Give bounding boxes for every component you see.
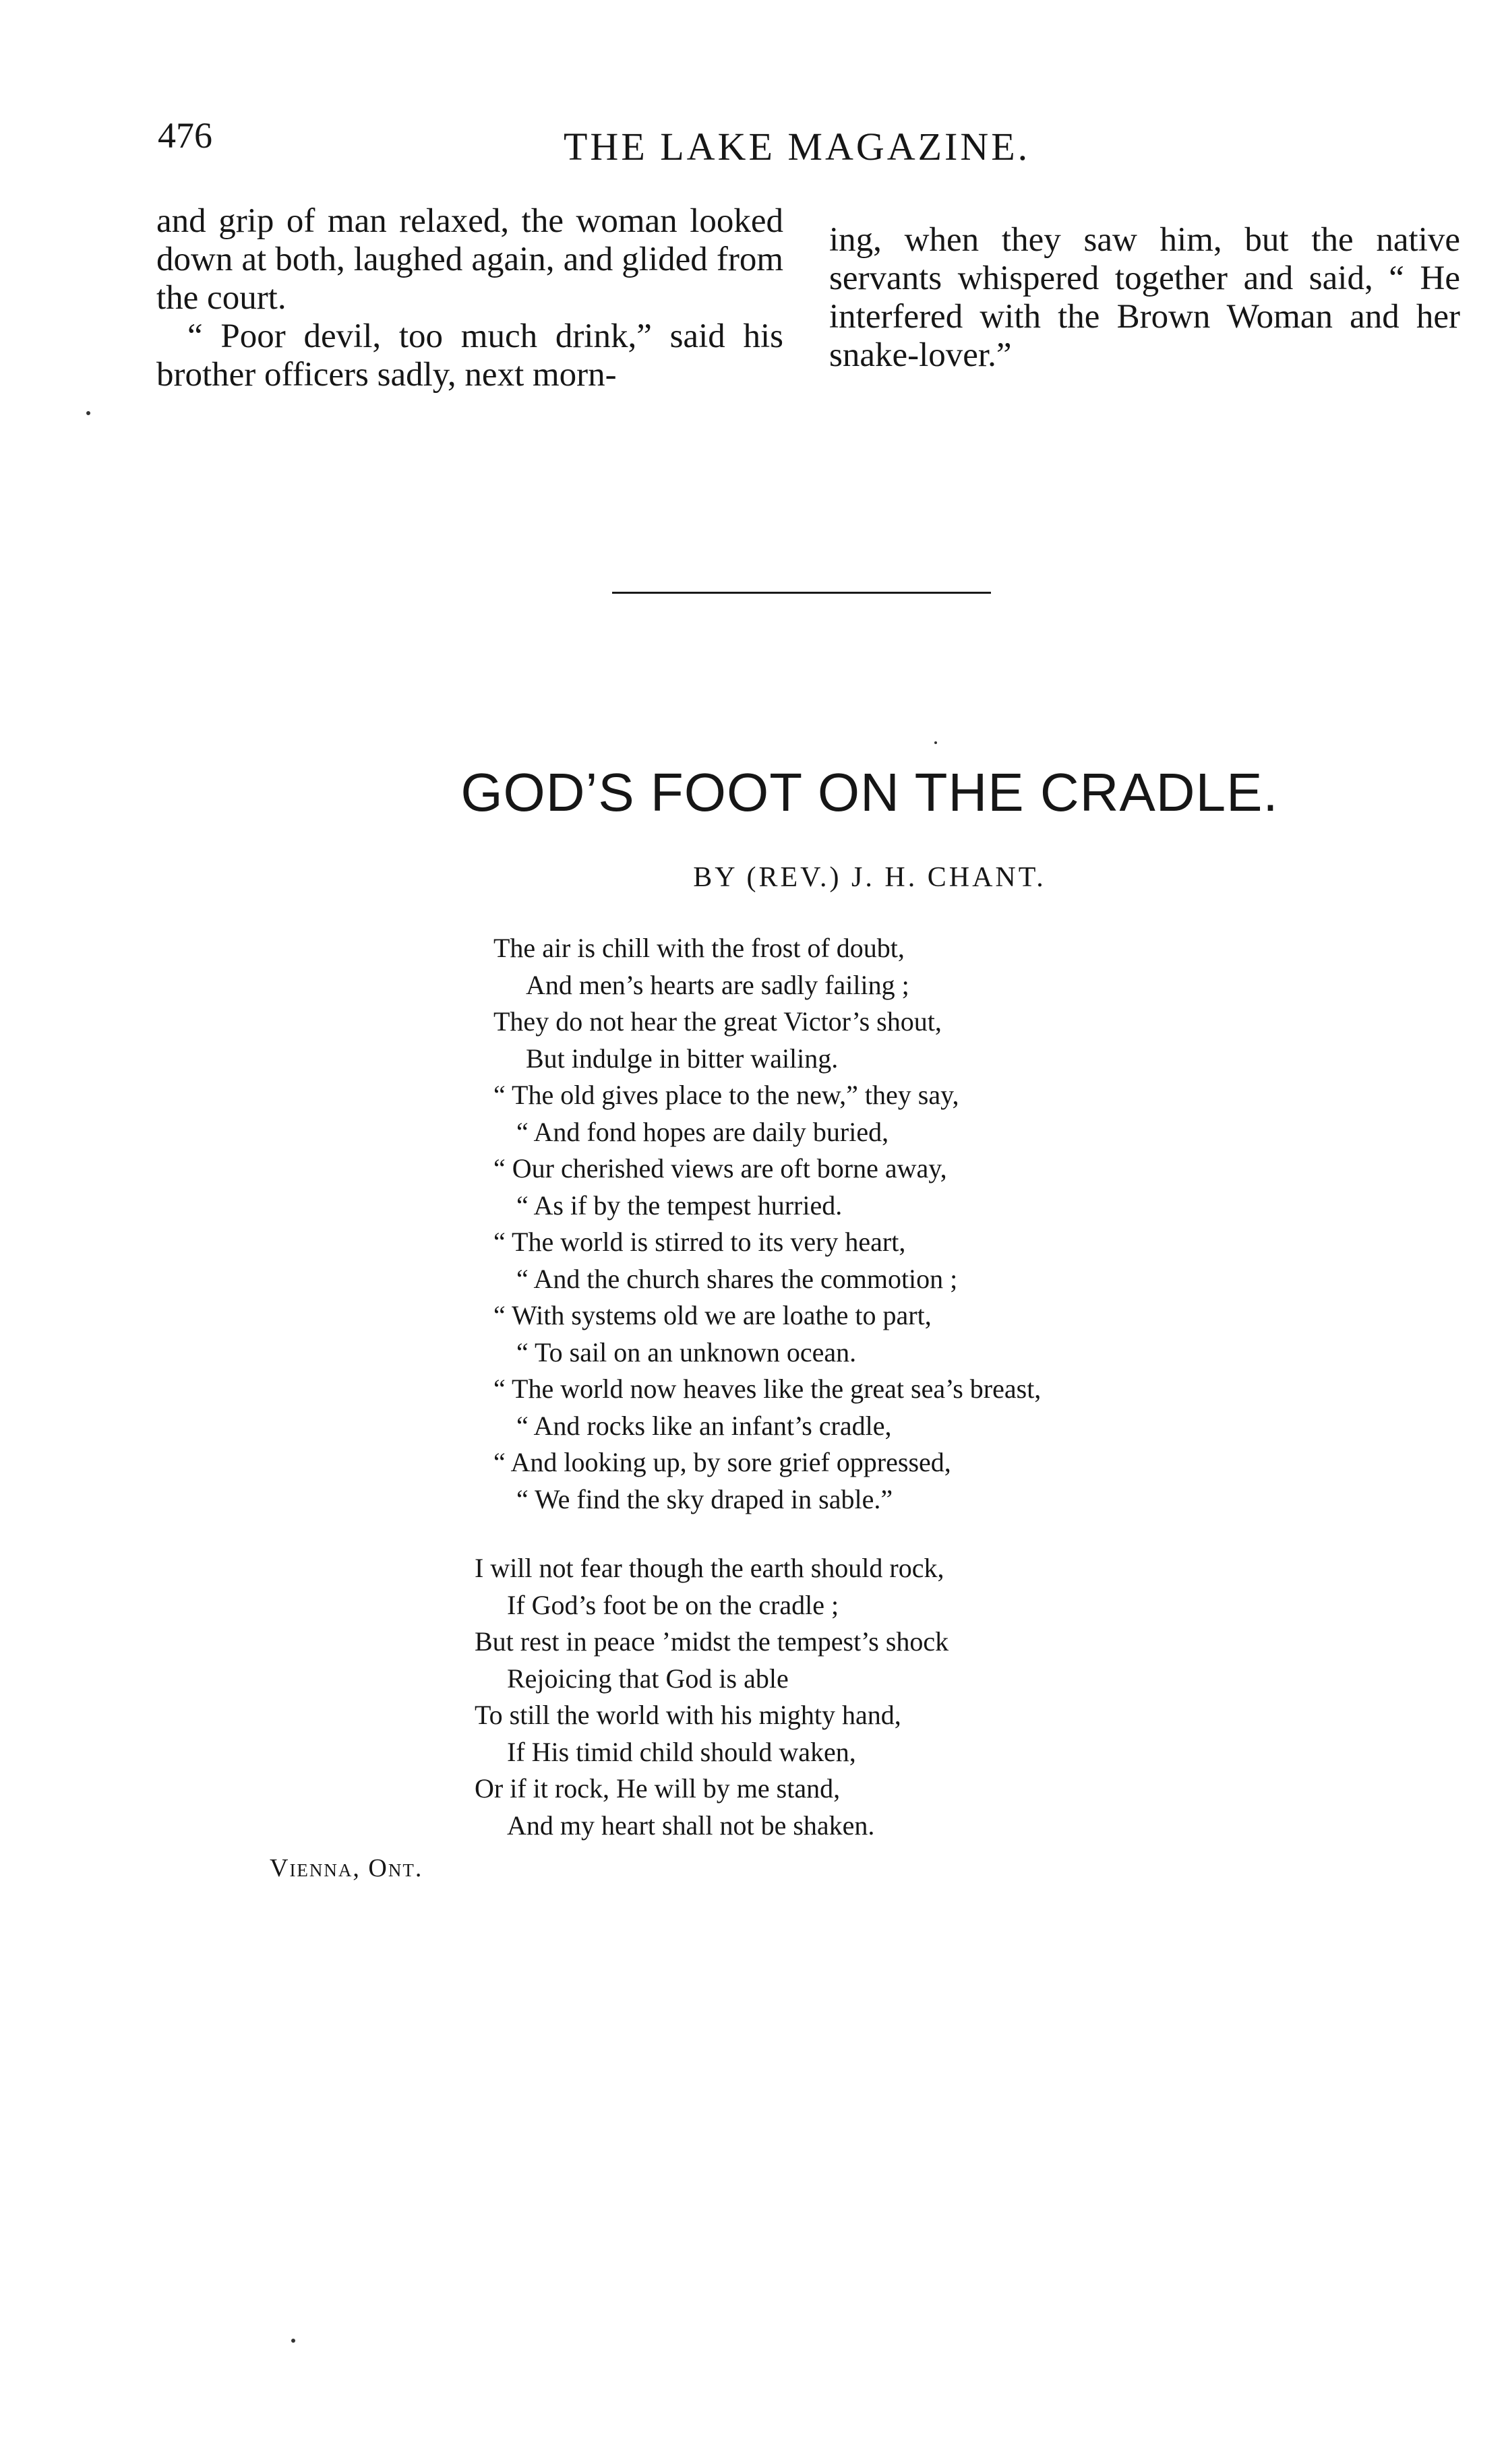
poem-place: Vienna, Ont.	[270, 1854, 423, 1882]
poem-stanza-1	[493, 930, 1041, 1518]
poem-line: If God’s foot be on the cradle ;	[507, 1589, 839, 1620]
poem-line: But rest in peace ’midst the tempest’s shock	[475, 1626, 949, 1657]
poem-line: The air is chill with the frost of doubt,	[493, 933, 905, 963]
left-paragraph-2: “ Poor devil, too much drink,” said his brother officers sadly, next morn-	[156, 317, 783, 394]
poem-line: If His timid child should waken,	[507, 1736, 856, 1767]
running-title: THE LAKE MAGAZINE.	[564, 125, 1031, 168]
ink-speck	[291, 2339, 295, 2343]
poem-line: “ We find the sky draped in sable.”	[516, 1483, 893, 1514]
poem-stanza-2	[475, 1550, 948, 1844]
poem-line: Or if it rock, He will by me stand,	[475, 1773, 841, 1804]
poem-title: GOD’S FOOT ON THE CRADLE.	[460, 762, 1279, 822]
page-number: 476	[158, 115, 212, 156]
poem-line: “ And fond hopes are daily buried,	[516, 1116, 889, 1147]
poem-line: But indulge in bitter wailing.	[526, 1043, 839, 1074]
ink-speck	[86, 411, 90, 415]
poem-line: “ And looking up, by sore grief oppressed,	[493, 1447, 951, 1477]
poem-line: “ With systems old we are loathe to part,	[493, 1300, 932, 1330]
poem-line: “ And the church shares the commotion ;	[516, 1263, 958, 1294]
poem-line: “ Our cherished views are oft borne away,	[493, 1153, 947, 1183]
poem-byline: BY (REV.) J. H. CHANT.	[693, 862, 1046, 893]
poem-line: And my heart shall not be shaken.	[507, 1810, 875, 1841]
poem-line: To still the world with his mighty hand,	[475, 1700, 901, 1730]
left-paragraph-1: and grip of man relaxed, the woman looked down at both, laughed again, and glided from the court.	[156, 202, 783, 317]
poem-line: Rejoicing that God is able	[507, 1663, 789, 1694]
poem-line: “ As if by the tempest hurried.	[516, 1190, 843, 1221]
left-column	[156, 202, 783, 394]
right-column	[829, 221, 1460, 375]
poem-line: “ To sail on an unknown ocean.	[516, 1336, 857, 1367]
poem-line: And men’s hearts are sadly failing ;	[526, 969, 909, 1000]
poem-line: “ The old gives place to the new,” they say,	[493, 1080, 959, 1110]
poem-line: “ The world now heaves like the great sea’s breast,	[493, 1374, 1042, 1404]
poem-line: “ The world is stirred to its very heart,	[493, 1227, 906, 1257]
poem-line: I will not fear though the earth should rock,	[475, 1553, 944, 1583]
ink-speck	[934, 741, 937, 744]
poem-line: “ And rocks like an infant’s cradle,	[516, 1410, 892, 1441]
section-divider	[612, 592, 991, 594]
poem-line: They do not hear the great Victor’s shout,	[493, 1006, 942, 1037]
right-paragraph-1: ing, when they saw him, but the native servants whispered together and said, “ He interfered with the Brown Woman and her snake-lover.”	[829, 221, 1460, 374]
